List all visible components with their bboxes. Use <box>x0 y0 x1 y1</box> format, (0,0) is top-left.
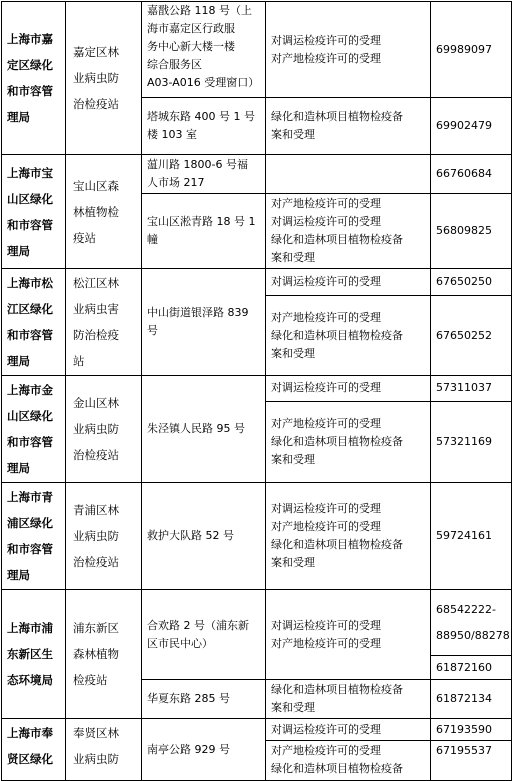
bureau-cell-jiading: 上海市嘉 定区绿化 和市容管 理局 <box>2 2 66 155</box>
phone-cell: 67195537 <box>431 741 512 781</box>
bureau-cell-fengxian: 上海市奉 贤区绿化 <box>2 719 66 781</box>
service-cell: 对产地检疫许可的受理 对调运检疫许可的受理 绿化和造林项目植物检疫备 案和受理 <box>266 194 431 269</box>
station-cell-jiading: 嘉定区林 业病虫防 治检疫站 <box>66 2 142 155</box>
address-cell: 南亭公路 929 号 <box>142 719 266 781</box>
phone-cell: 69902479 <box>431 98 512 155</box>
phone-cell: 69989097 <box>431 2 512 98</box>
address-cell: 宝山区淞青路 18 号 1 幢 <box>142 194 266 269</box>
address-cell: 蕰川路 1800-6 号福 人市场 217 <box>142 155 266 194</box>
address-cell: 华夏东路 285 号 <box>142 680 266 719</box>
address-cell: 救护大队路 52 号 <box>142 483 266 590</box>
bureau-cell-jinshan: 上海市金 山区绿化 和市容管 理局 <box>2 376 66 483</box>
phone-cell: 61872134 <box>431 680 512 719</box>
address-cell: 中山街道银泽路 839 号 <box>142 269 266 376</box>
station-cell-jinshan: 金山区林 业病虫防 治检疫站 <box>66 376 142 483</box>
station-cell-pudong: 浦东新区 森林植物 检疫站 <box>66 590 142 719</box>
bureau-cell-pudong: 上海市浦 东新区生 态环境局 <box>2 590 66 719</box>
phone-cell: 59724161 <box>431 483 512 590</box>
table-row <box>2 719 512 741</box>
table-row <box>2 155 512 194</box>
station-cell-fengxian: 奉贤区林 业病虫防 <box>66 719 142 781</box>
bureau-cell-baoshan: 上海市宝 山区绿化 和市容管 理局 <box>2 155 66 269</box>
address-cell: 朱泾镇人民路 95 号 <box>142 376 266 483</box>
table-row <box>2 376 512 402</box>
station-cell-qingpu: 青浦区林 业病虫防 治检疫站 <box>66 483 142 590</box>
service-cell: 对产地检疫许可的受理 绿化和造林项目植物检疫备 案和受理 <box>266 401 431 482</box>
phone-cell: 57321169 <box>431 401 512 482</box>
service-cell: 绿化和造林项目植物检疫备 案和受理 <box>266 680 431 719</box>
phone-cell: 57311037 <box>431 376 512 402</box>
service-cell: 绿化和造林项目植物检疫备 案和受理 <box>266 98 431 155</box>
bureau-cell-songjiang: 上海市松 江区绿化 和市容管 理局 <box>2 269 66 376</box>
service-cell: 对调运检疫许可的受理 对产地检疫许可的受理 绿化和造林项目植物检疫备 案和受理 <box>266 483 431 590</box>
phone-cell: 56809825 <box>431 194 512 269</box>
phone-cell: 66760684 <box>431 155 512 194</box>
phone-cell: 68542222- 88950/88278 <box>431 590 512 656</box>
service-cell: 对调运检疫许可的受理 <box>266 376 431 402</box>
service-cell: 对调运检疫许可的受理 <box>266 719 431 741</box>
bureau-cell-qingpu: 上海市青 浦区绿化 和市容管 理局 <box>2 483 66 590</box>
table-row <box>2 483 512 590</box>
quarantine-station-table <box>1 1 512 781</box>
service-cell: 对调运检疫许可的受理 <box>266 269 431 296</box>
phone-cell: 67650250 <box>431 269 512 296</box>
phone-cell: 67193590 <box>431 719 512 741</box>
service-cell <box>266 155 431 194</box>
station-cell-songjiang: 松江区林 业病虫害 防治检疫 站 <box>66 269 142 376</box>
station-cell-baoshan: 宝山区森 林植物检 疫站 <box>66 155 142 269</box>
table-row <box>2 2 512 98</box>
service-cell: 对调运检疫许可的受理 对产地检疫许可的受理 <box>266 590 431 680</box>
phone-cell: 61872160 <box>431 656 512 680</box>
table-row <box>2 269 512 296</box>
service-cell: 对调运检疫许可的受理 对产地检疫许可的受理 <box>266 2 431 98</box>
service-cell: 对产地检疫许可的受理 绿化和造林项目植物检疫备 <box>266 741 431 781</box>
address-cell: 嘉戬公路 118 号（上 海市嘉定区行政服 务中心新大楼一楼 综合服务区 A03-A016 受理窗口） <box>142 2 266 98</box>
phone-cell: 67650252 <box>431 296 512 376</box>
service-cell: 对产地检疫许可的受理 绿化和造林项目植物检疫备 案和受理 <box>266 296 431 376</box>
table-row <box>2 590 512 656</box>
address-cell: 塔城东路 400 号 1 号 楼 103 室 <box>142 98 266 155</box>
address-cell: 合欢路 2 号（浦东新 区市民中心） <box>142 590 266 680</box>
